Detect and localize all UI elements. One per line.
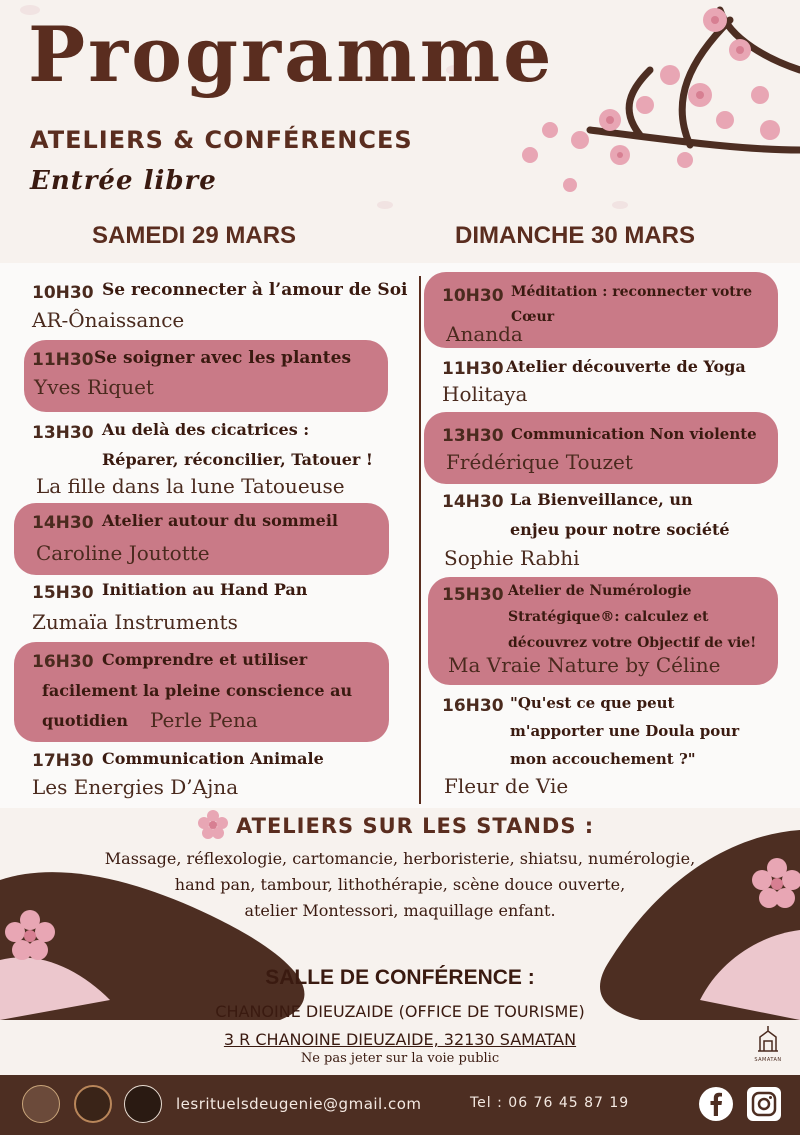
column-divider bbox=[419, 276, 421, 804]
venue-note: Ne pas jeter sur la voie public bbox=[300, 1051, 500, 1066]
venue-name: CHANOINE DIEUZAIDE (OFFICE DE TOURISME) bbox=[215, 1002, 585, 1021]
town-logo-label: SAMATAN bbox=[754, 1057, 782, 1063]
event-speaker: Sophie Rabhi bbox=[444, 546, 580, 570]
sat-event-2 bbox=[24, 340, 388, 412]
stands-line-1: Massage, réflexologie, cartomancie, herboristerie, shiatsu, numérologie, bbox=[104, 849, 696, 868]
event-title: Atelier découverte de Yoga bbox=[506, 357, 746, 376]
event-title: Initiation au Hand Pan bbox=[102, 580, 308, 599]
event-time: 13H30 bbox=[442, 426, 504, 446]
sun-event-1 bbox=[424, 272, 778, 348]
event-speaker: Fleur de Vie bbox=[444, 774, 569, 798]
event-time: 10H30 bbox=[32, 283, 94, 303]
saturday-heading: SAMEDI 29 MARS bbox=[92, 222, 297, 249]
event-title: Atelier autour du sommeil bbox=[102, 511, 338, 530]
venue-address: 3 R CHANOINE DIEUZAIDE, 32130 SAMATAN bbox=[223, 1030, 577, 1049]
event-title-line-2: enjeu pour notre société bbox=[510, 520, 730, 539]
event-title-line-2: Réparer, réconcilier, Tatouer ! bbox=[102, 450, 373, 469]
sunday-heading: DIMANCHE 30 MARS bbox=[455, 222, 696, 249]
town-hall-icon bbox=[756, 1025, 780, 1053]
partner-logo bbox=[124, 1085, 162, 1123]
event-title: Au delà des cicatrices : bbox=[102, 420, 310, 439]
samatan-logo bbox=[748, 1025, 788, 1071]
page-subtitle: ATELIERS & CONFÉRENCES bbox=[30, 126, 413, 154]
event-speaker: Caroline Joutotte bbox=[36, 541, 210, 565]
event-time: 11H30 bbox=[32, 350, 94, 370]
corner-flower-right-icon bbox=[752, 858, 800, 908]
event-time: 11H30 bbox=[442, 359, 504, 379]
event-title: Comprendre et utiliser bbox=[102, 650, 308, 669]
event-title: Se reconnecter à l’amour de Soi bbox=[102, 280, 408, 300]
sat-event-1 bbox=[24, 276, 419, 338]
page-title: Programme bbox=[28, 10, 555, 99]
sat-event-5 bbox=[24, 578, 419, 640]
sun-event-2 bbox=[434, 354, 794, 410]
event-time: 14H30 bbox=[442, 492, 504, 512]
event-time: 14H30 bbox=[32, 513, 94, 533]
radio-coteaux-logo bbox=[74, 1085, 112, 1123]
sat-event-6 bbox=[14, 642, 389, 742]
sat-event-7 bbox=[24, 747, 419, 803]
flower-icon bbox=[198, 810, 228, 840]
event-speaker: Zumaïa Instruments bbox=[32, 610, 238, 634]
event-title: "Qu'est ce que peut bbox=[510, 694, 675, 712]
event-time: 10H30 bbox=[442, 286, 504, 306]
event-time: 17H30 bbox=[32, 751, 94, 771]
event-speaker: AR-Ônaissance bbox=[32, 308, 185, 332]
event-title: Communication Animale bbox=[102, 749, 324, 768]
event-speaker: Perle Pena bbox=[150, 708, 258, 732]
event-speaker: Ma Vraie Nature by Céline bbox=[448, 653, 721, 677]
event-title: Communication Non violente bbox=[511, 425, 757, 443]
event-title: Méditation : reconnecter votre bbox=[511, 284, 753, 300]
sun-event-6 bbox=[434, 690, 794, 802]
event-title-line-3: quotidien bbox=[42, 711, 129, 730]
event-title: Se soigner avec les plantes bbox=[94, 348, 352, 368]
event-time: 15H30 bbox=[442, 585, 504, 605]
contact-phone[interactable]: Tel : 06 76 45 87 19 bbox=[470, 1095, 630, 1111]
event-title-line-2: m'apporter une Doula pour bbox=[510, 722, 740, 740]
event-speaker: Les Energies D’Ajna bbox=[32, 775, 239, 799]
footer bbox=[0, 1075, 800, 1135]
corner-flower-left-icon bbox=[5, 910, 55, 960]
venue-heading: SALLE DE CONFÉRENCE : bbox=[265, 966, 535, 989]
event-title: La Bienveillance, un bbox=[510, 490, 693, 509]
event-title-line-2: Stratégique®: calculez et bbox=[508, 609, 709, 625]
facebook-icon[interactable] bbox=[698, 1086, 734, 1122]
instagram-icon[interactable] bbox=[746, 1086, 782, 1122]
event-title: Atelier de Numérologie bbox=[508, 583, 692, 599]
stands-list bbox=[60, 846, 740, 924]
sat-event-4 bbox=[14, 503, 389, 575]
event-time: 16H30 bbox=[32, 652, 94, 672]
event-title-line-2: facilement la pleine conscience au bbox=[42, 681, 353, 700]
event-speaker: Holitaya bbox=[442, 382, 528, 406]
event-title-line-2: Cœur bbox=[511, 309, 555, 325]
sat-event-3 bbox=[24, 416, 419, 500]
sun-event-3 bbox=[424, 412, 778, 484]
event-title-line-3: découvrez votre Objectif de vie! bbox=[508, 635, 757, 651]
stands-heading: ATELIERS SUR LES STANDS : bbox=[236, 814, 595, 838]
event-speaker: Yves Riquet bbox=[34, 375, 154, 399]
sun-event-4 bbox=[434, 488, 794, 574]
event-time: 15H30 bbox=[32, 583, 94, 603]
event-speaker: La fille dans la lune Tatoueuse bbox=[36, 474, 345, 498]
free-entry-label: Entrée libre bbox=[30, 166, 217, 196]
event-speaker: Frédérique Touzet bbox=[446, 450, 633, 474]
stands-line-3: atelier Montessori, maquillage enfant. bbox=[244, 901, 556, 920]
sun-event-5 bbox=[428, 577, 778, 685]
event-title-line-3: mon accouchement ?" bbox=[510, 750, 696, 768]
les-rituels-logo bbox=[22, 1085, 60, 1123]
stands-line-2: hand pan, tambour, lithothérapie, scène douce ouverte, bbox=[174, 875, 626, 894]
event-time: 13H30 bbox=[32, 423, 94, 443]
contact-email[interactable]: lesrituelsdeugenie@gmail.com bbox=[176, 1095, 422, 1113]
event-speaker: Ananda bbox=[446, 322, 523, 346]
event-time: 16H30 bbox=[442, 696, 504, 716]
